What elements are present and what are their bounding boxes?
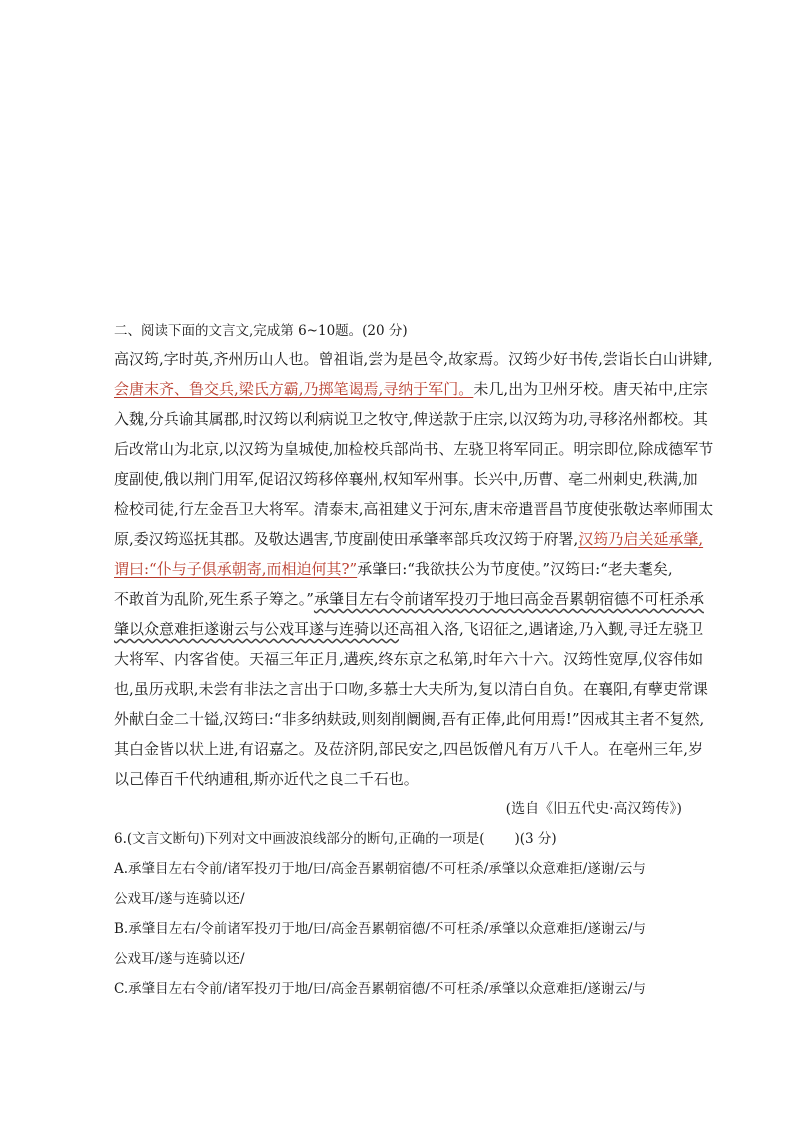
question-stem: 6.(文言文断句)下列对文中画波浪线部分的断句,正确的一项是( )(3 分) <box>114 831 557 847</box>
passage-line-8 <box>114 554 688 584</box>
underlined-sentence-1: 会唐末齐、鲁交兵,梁氏方霸,乃掷笔谒焉,寻纳于军门。 <box>114 380 474 398</box>
passage-text: 原,委汉筠巡抚其郡。及敬达遇害,节度副使田承肇率部兵攻汉筠于府署, <box>114 530 579 548</box>
section-heading: 二、阅读下面的文言文,完成第 6~10题。(20 分) <box>114 323 408 339</box>
passage-line-6: 检校司徒,行左金吾卫大将军。清泰末,高祖建义于河东,唐末帝遣晋昌节度使张敬达率师围太 <box>114 500 714 518</box>
underlined-sentence-2b: 谓曰:“仆与子俱承朝寄,而相迫何其?” <box>114 560 358 578</box>
question-6 <box>114 824 688 1004</box>
passage-source: (选自《旧五代史·高汉筠传》) <box>505 801 682 817</box>
option-b-line-1: B.承肇目左右/令前诸军投刃于地/曰/高金吾累朝宿德/不可枉杀/承肇以众意难拒/遂谢云/与 <box>114 921 647 937</box>
classical-passage <box>114 344 714 794</box>
option-c-line-1: C.承肇目左右令前/诸军投刃于地/曰/高金吾累朝宿德/不可枉杀/承肇以众意难拒/遂谢云/与 <box>114 981 646 997</box>
passage-line-4: 后改常山为北京,以汉筠为皇城使,加检校兵部尚书、左骁卫将军同正。明宗即位,除成德军节 <box>114 440 714 458</box>
option-a-line-1: A.承肇目左右令前/诸军投刃于地/曰/高金吾累朝宿德/不可枉杀/承肇以众意难拒/遂谢/云与 <box>114 861 646 877</box>
wavy-underlined-segment-b: 肇以众意难拒遂谢云与公戏耳遂与连骑以还 <box>114 620 400 638</box>
passage-text: 承肇曰:“我欲扶公为节度使。”汉筠曰:“老夫耄矣, <box>357 560 673 578</box>
passage-line-14: 其白金皆以状上进,有诏嘉之。及莅济阴,部民安之,四邑饭僧凡有万八千人。在亳州三年,岁 <box>114 740 704 758</box>
passage-line-2 <box>114 374 708 404</box>
passage-line-12: 也,虽历戎职,未尝有非法之言出于口吻,多慕士大夫所为,复以清白自负。在襄阳,有孽吏常课 <box>114 680 708 698</box>
passage-line-13: 外献白金二十镒,汉筠曰:“非多纳麸豉,则刻削阛阓,吾有正俸,此何用焉!”因戒其主者不复然, <box>114 710 705 728</box>
passage-line-9 <box>114 584 704 614</box>
passage-text: 高祖入洛,飞诏征之,遇诸途,乃入觐,寻迁左骁卫 <box>399 620 704 638</box>
wavy-underlined-segment-a: 承肇目左右令前诸军投刃于地曰高金吾累朝宿德不可枉杀承 <box>313 590 704 608</box>
passage-line-10 <box>114 614 704 644</box>
passage-line-11: 大将军、内客省使。天福三年正月,遘疾,终东京之私第,时年六十六。汉筠性宽厚,仪容伟如 <box>114 650 704 668</box>
passage-line-15: 以己俸百千代纳逋租,斯亦近代之良二千石也。 <box>114 770 419 788</box>
passage-text: 不敢首为乱阶,死生系子筹之。” <box>114 590 314 608</box>
exam-content <box>114 318 714 1004</box>
option-b-line-2: 公戏耳/遂与连骑以还/ <box>114 951 245 967</box>
underlined-sentence-2a: 汉筠乃启关延承肇, <box>578 530 704 548</box>
passage-line-5: 度副使,俄以荆门用军,促诏汉筠移倅襄州,权知军州事。长兴中,历曹、亳二州刺史,秩满,加 <box>114 470 698 488</box>
passage-line-7 <box>114 524 704 554</box>
passage-line-1: 高汉筠,字时英,齐州历山人也。曾祖诣,尝为是邑令,故家焉。汉筠少好书传,尝诣长白山讲肄, <box>114 350 713 368</box>
passage-line-3: 入魏,分兵谕其属郡,时汉筠以利病说卫之牧守,俾送款于庄宗,以汉筠为功,寻移洺州都校。其 <box>114 410 708 428</box>
passage-text: 未几,出为卫州牙校。唐天祐中,庄宗 <box>473 380 708 398</box>
option-a-line-2: 公戏耳/遂与连骑以还/ <box>114 891 245 907</box>
